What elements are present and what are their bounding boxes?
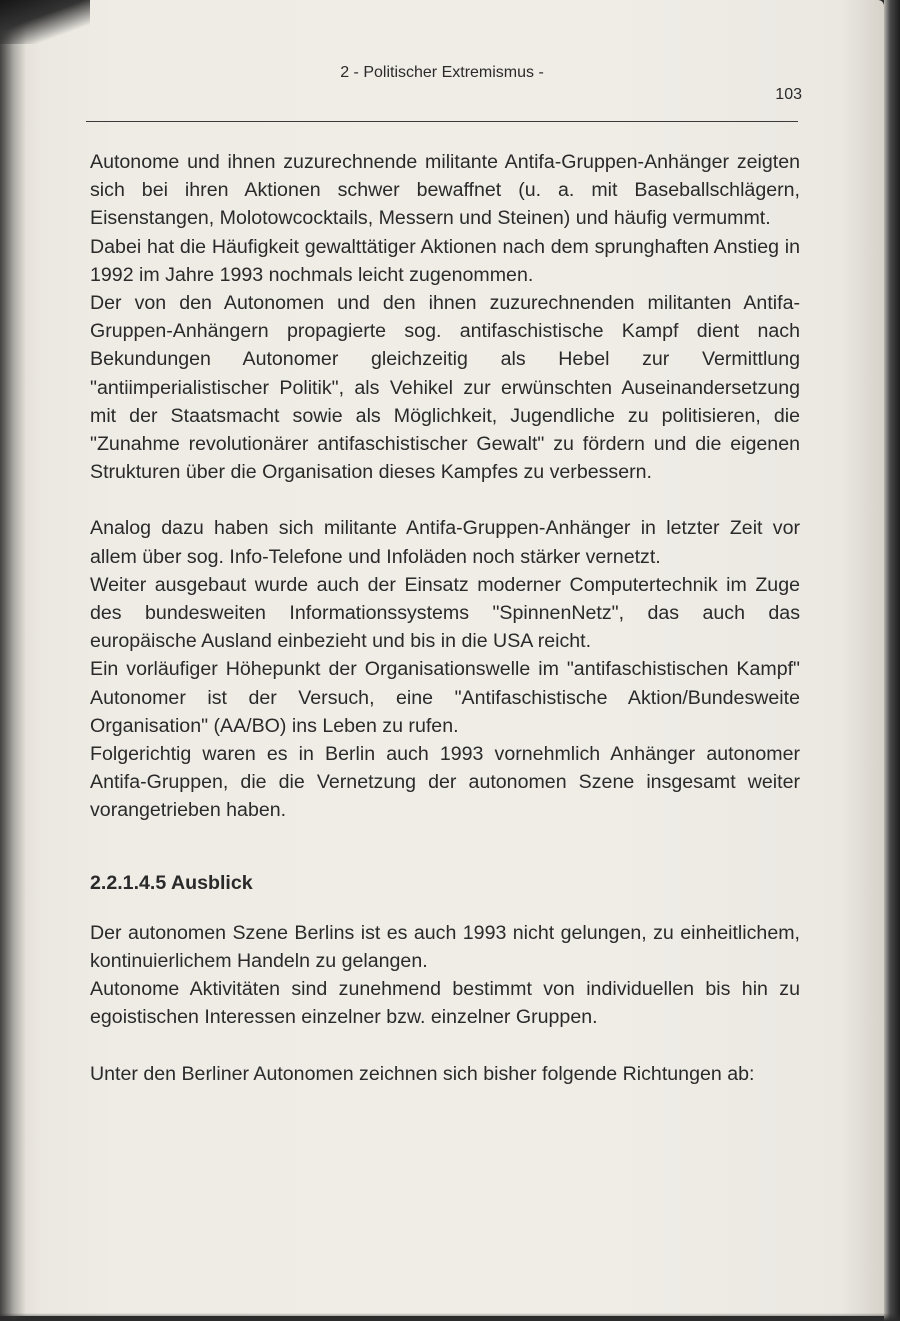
paragraph-3: Der von den Autonomen und den ihnen zuzurechnenden militanten Antifa-Gruppen-Anhängern propagierte sog. antifaschistische Kampf dient nach Bekundungen Autonomer gleichzeitig als Hebel zur Vermittlung "antiimperialistischer Politik", als Vehikel zur erwünschten Auseinandersetzung mit der Staatsmacht sowie als Möglichkeit, Jugendliche zu politisieren, die "Zunahme revolutionärer antifaschistischer Gewalt" zu fördern und die eigenen Strukturen über die Organisation dieses Kampfes zu verbessern. [90,292,800,484]
paragraph-9: Autonome Aktivitäten sind zunehmend bestimmt von individuellen bis hin zu egoistischen Interessen einzelner bzw. einzelner Gruppen. [90,978,800,1029]
paragraph-7: Folgerichtig waren es in Berlin auch 1993 vornehmlich Anhänger autonomer Antifa-Gruppen, die die Vernetzung der autonomen Szene insgesamt weiter vorangetrieben haben. [90,743,800,822]
paragraph-2: Dabei hat die Häufigkeit gewalttätiger Aktionen nach dem sprunghaften Anstieg in 1992 im Jahre 1993 nochmals leicht zugenommen. [90,235,800,286]
page-bottom-edge [0,1313,900,1321]
book-spine-shadow [0,0,26,1321]
paragraph-10: Unter den Berliner Autonomen zeichnen sich bisher folgende Richtungen ab: [90,1062,755,1085]
header-rule [86,121,798,122]
paragraph-6: Ein vorläufiger Höhepunkt der Organisationswelle im "antifaschistischen Kampf" Autonomer ist der Versuch, eine "Antifaschistische Aktion/Bundesweite Organisation" (AA/BO) ins Leben zu rufen. [90,658,800,737]
page-number: 103 [775,86,802,103]
page-right-edge [884,0,900,1321]
section-heading: 2.2.1.4.5 Ausblick [90,871,253,894]
paragraph-5: Weiter ausgebaut wurde auch der Einsatz moderner Computertechnik im Zuge des bundesweiten Informationssystems "SpinnenNetz", das auch das europäische Ausland einbezieht und bis in die USA reicht. [90,573,800,653]
scan-corner-shadow [0,0,90,44]
paragraph-4: Analog dazu haben sich militante Antifa-Gruppen-Anhänger in letzter Zeit vor allem über sog. Info-Telefone und Infoläden noch stärker vernetzt. [90,517,800,568]
running-header-title: 2 - Politischer Extremismus - [340,64,544,81]
body-text [90,148,800,1088]
paragraph-8: Der autonomen Szene Berlins ist es auch 1993 nicht gelungen, zu einheitlichem, kontinuierlichem Handeln zu gelangen. [90,921,800,973]
paragraph-1: Autonome und ihnen zuzurechnende militante Antifa-Gruppen-Anhänger zeigten sich bei ihren Aktionen schwer bewaffnet (u. a. mit Baseballschlägern, Eisenstangen, Molotowcocktails, Messern und Steinen) und häufig vermummt. [90,151,800,230]
